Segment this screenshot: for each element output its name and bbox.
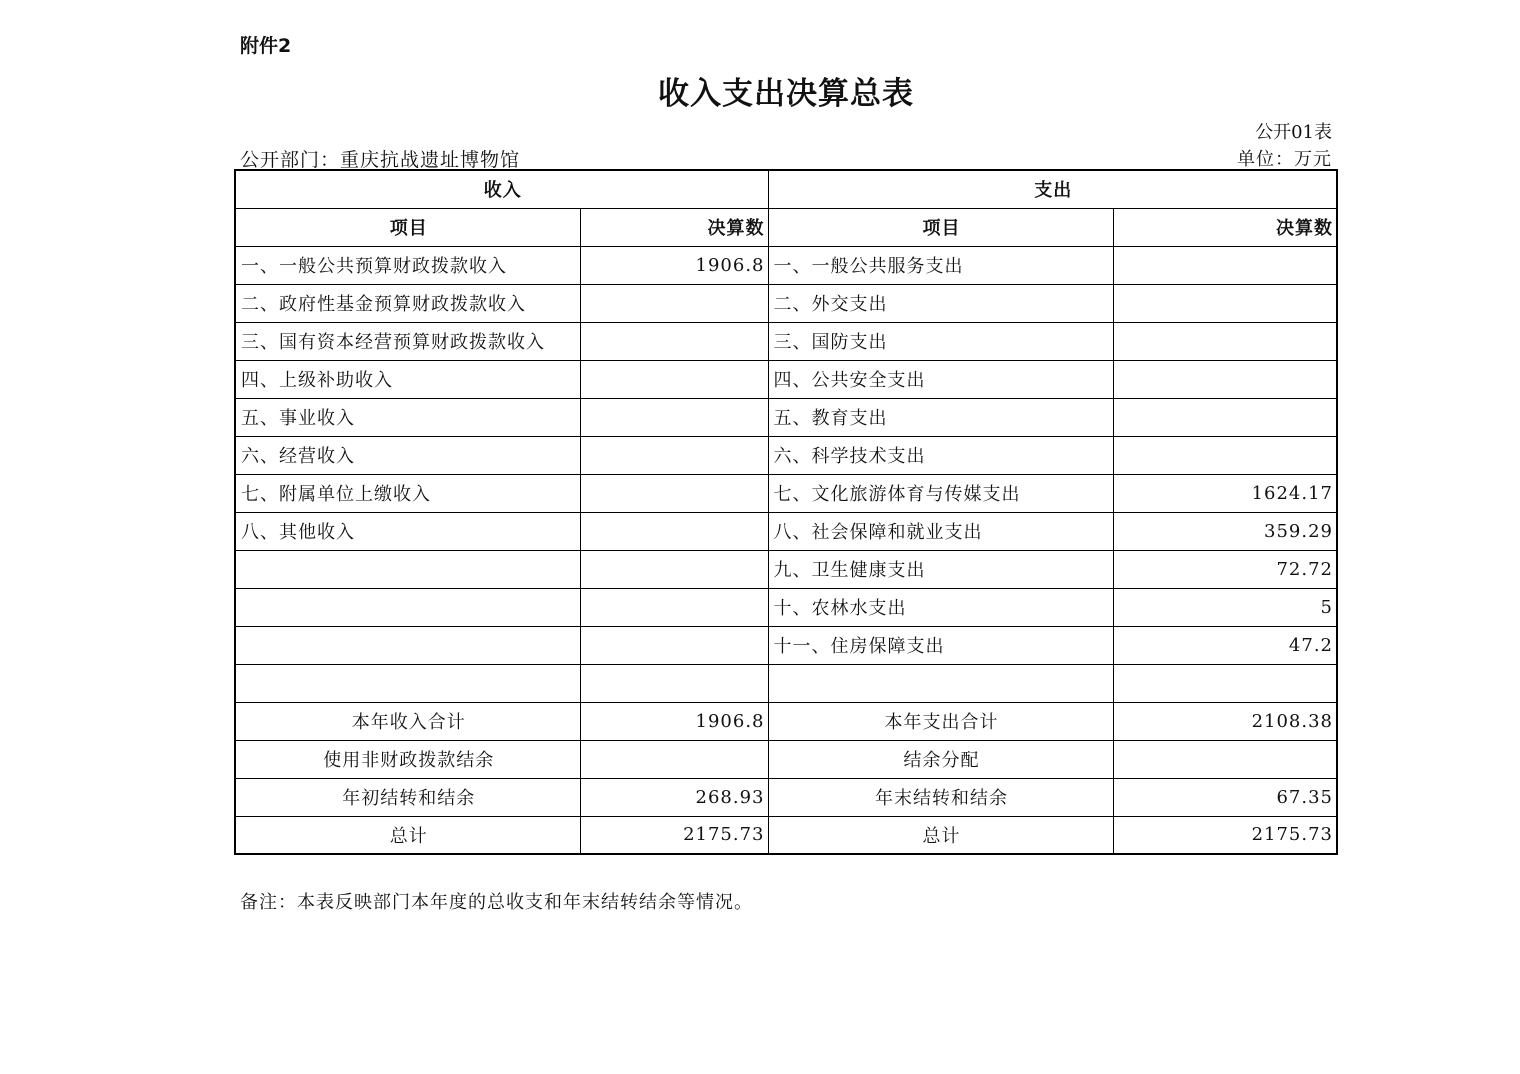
expense-amount-cell: 72.72 <box>1113 550 1337 588</box>
table-row <box>235 664 1337 702</box>
expense-amount-cell <box>1113 740 1337 778</box>
expense-item-cell: 十一、住房保障支出 <box>768 626 1113 664</box>
column-header-row <box>235 208 1337 246</box>
expense-item-cell: 八、社会保障和就业支出 <box>768 512 1113 550</box>
income-amount-cell <box>580 664 768 702</box>
expense-amount-cell <box>1113 360 1337 398</box>
expense-item-cell: 十、农林水支出 <box>768 588 1113 626</box>
expense-amount-col-header: 决算数 <box>1113 208 1337 246</box>
expense-header: 支出 <box>768 170 1337 208</box>
table-row <box>235 550 1337 588</box>
expense-item-col-header: 项目 <box>768 208 1113 246</box>
income-item-cell: 年初结转和结余 <box>235 778 580 816</box>
income-item-cell <box>235 588 580 626</box>
attachment-label: 附件2 <box>240 35 292 57</box>
income-amount-cell <box>580 398 768 436</box>
income-item-cell <box>235 550 580 588</box>
department-label: 公开部门：重庆抗战遗址博物馆 <box>240 149 521 171</box>
expense-amount-cell: 67.35 <box>1113 778 1337 816</box>
income-item-cell: 使用非财政拨款结余 <box>235 740 580 778</box>
expense-item-cell: 七、文化旅游体育与传媒支出 <box>768 474 1113 512</box>
table-row <box>235 246 1337 284</box>
summary-row <box>235 702 1337 740</box>
income-amount-cell <box>580 284 768 322</box>
income-item-cell <box>235 626 580 664</box>
income-amount-cell <box>580 740 768 778</box>
income-amount-cell <box>580 550 768 588</box>
table-row <box>235 398 1337 436</box>
expense-amount-cell <box>1113 284 1337 322</box>
unit-label: 单位：万元 <box>1237 149 1332 170</box>
income-item-cell: 一、一般公共预算财政拨款收入 <box>235 246 580 284</box>
summary-row <box>235 816 1337 854</box>
expense-amount-cell <box>1113 436 1337 474</box>
expense-amount-cell <box>1113 664 1337 702</box>
income-amount-cell <box>580 588 768 626</box>
table-row <box>235 322 1337 360</box>
expense-item-cell: 本年支出合计 <box>768 702 1113 740</box>
table-row <box>235 512 1337 550</box>
expense-item-cell <box>768 664 1113 702</box>
income-amount-col-header: 决算数 <box>580 208 768 246</box>
table-row <box>235 360 1337 398</box>
income-amount-cell: 2175.73 <box>580 816 768 854</box>
expense-item-cell: 三、国防支出 <box>768 322 1113 360</box>
income-item-cell: 五、事业收入 <box>235 398 580 436</box>
expense-amount-cell: 2108.38 <box>1113 702 1337 740</box>
expense-item-cell: 六、科学技术支出 <box>768 436 1113 474</box>
expense-amount-cell: 47.2 <box>1113 626 1337 664</box>
expense-item-cell: 四、公共安全支出 <box>768 360 1113 398</box>
income-amount-cell: 1906.8 <box>580 246 768 284</box>
expense-amount-cell <box>1113 322 1337 360</box>
expense-amount-cell: 1624.17 <box>1113 474 1337 512</box>
table-row <box>235 436 1337 474</box>
form-number: 公开01表 <box>1255 122 1332 143</box>
expense-item-cell: 五、教育支出 <box>768 398 1113 436</box>
income-item-cell: 四、上级补助收入 <box>235 360 580 398</box>
income-amount-cell <box>580 512 768 550</box>
income-expense-table <box>234 169 1338 855</box>
income-item-cell: 八、其他收入 <box>235 512 580 550</box>
income-amount-cell <box>580 436 768 474</box>
income-item-cell: 三、国有资本经营预算财政拨款收入 <box>235 322 580 360</box>
summary-row <box>235 778 1337 816</box>
section-header-row <box>235 170 1337 208</box>
expense-amount-cell <box>1113 246 1337 284</box>
income-item-cell: 六、经营收入 <box>235 436 580 474</box>
income-amount-cell <box>580 360 768 398</box>
expense-amount-cell: 5 <box>1113 588 1337 626</box>
summary-row <box>235 740 1337 778</box>
expense-item-cell: 结余分配 <box>768 740 1113 778</box>
table-row <box>235 626 1337 664</box>
expense-item-cell: 一、一般公共服务支出 <box>768 246 1113 284</box>
income-item-col-header: 项目 <box>235 208 580 246</box>
income-amount-cell <box>580 474 768 512</box>
table-row <box>235 588 1337 626</box>
footnote: 备注：本表反映部门本年度的总收支和年末结转结余等情况。 <box>240 892 753 913</box>
table-row <box>235 474 1337 512</box>
expense-amount-cell: 2175.73 <box>1113 816 1337 854</box>
income-item-cell: 本年收入合计 <box>235 702 580 740</box>
page-title: 收入支出决算总表 <box>658 76 914 112</box>
expense-item-cell: 总计 <box>768 816 1113 854</box>
expense-amount-cell <box>1113 398 1337 436</box>
expense-item-cell: 二、外交支出 <box>768 284 1113 322</box>
income-item-cell: 总计 <box>235 816 580 854</box>
income-item-cell: 七、附属单位上缴收入 <box>235 474 580 512</box>
expense-item-cell: 年末结转和结余 <box>768 778 1113 816</box>
income-amount-cell <box>580 322 768 360</box>
income-item-cell <box>235 664 580 702</box>
table-row <box>235 284 1337 322</box>
income-item-cell: 二、政府性基金预算财政拨款收入 <box>235 284 580 322</box>
income-amount-cell: 1906.8 <box>580 702 768 740</box>
income-amount-cell <box>580 626 768 664</box>
expense-amount-cell: 359.29 <box>1113 512 1337 550</box>
income-header: 收入 <box>235 170 768 208</box>
income-amount-cell: 268.93 <box>580 778 768 816</box>
expense-item-cell: 九、卫生健康支出 <box>768 550 1113 588</box>
